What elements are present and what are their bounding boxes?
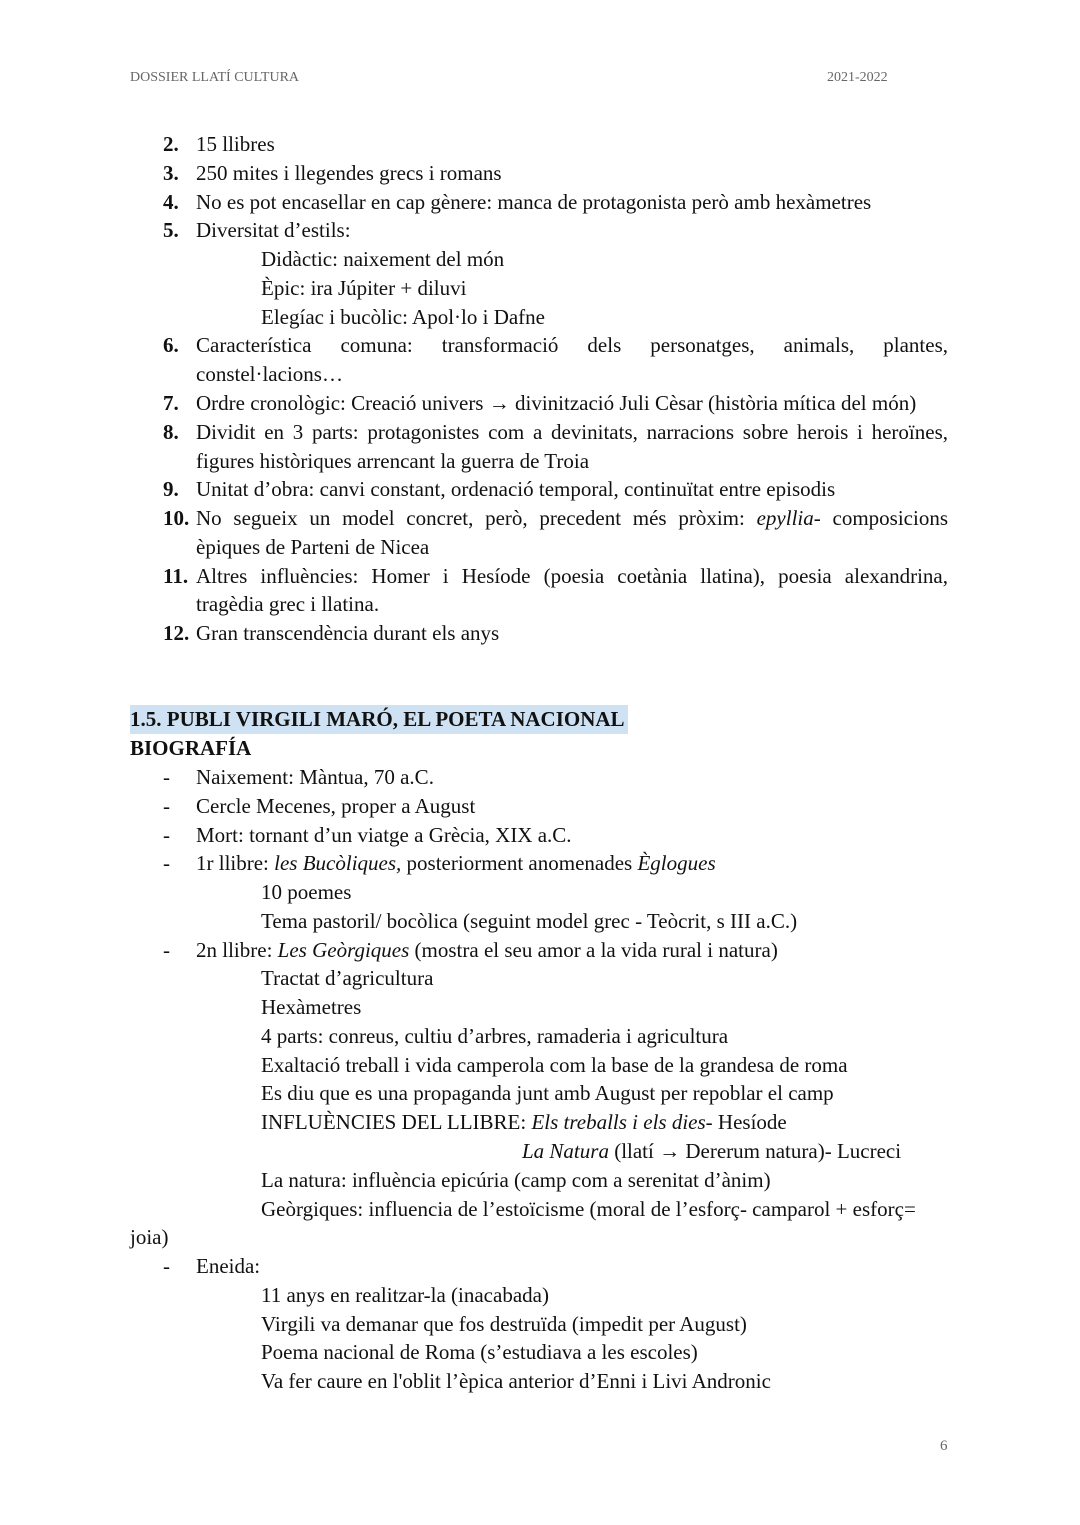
line-text [196,849,716,878]
text-span: Cercle Mecenes, proper a August [196,793,476,818]
text-span: 10 poemes [261,880,352,904]
text-span: INFLUÈNCIES DEL LLIBRE: [261,1110,532,1135]
item-number: 11. [163,563,189,588]
line-text [261,1338,698,1367]
dash-bullet-icon: - [163,851,170,876]
italic-text: La Natura [522,1138,609,1163]
text-span: Gran transcendència durant els anys [196,621,500,646]
line-text [261,1108,787,1137]
text-span: Èpic: ira Júpiter + diluvi [261,275,467,300]
line-text [261,1051,848,1080]
italic-text: Les Geòrgiques [277,937,410,962]
line-text [196,590,379,619]
line-text [522,1137,901,1166]
line-text [196,533,429,562]
line-text [196,763,434,792]
line-text [261,964,433,993]
text-span: 1r llibre: [196,851,275,876]
line-text [196,1252,260,1281]
line-text [261,1079,834,1108]
text-span: Tractat d’agricultura [261,966,434,991]
header-year: 2021-2022 [827,70,888,85]
text-span: tragèdia grec i llatina. [196,592,380,617]
text-span: Es diu que es una propaganda junt amb August per repoblar el camp [261,1081,834,1106]
line-text [196,475,835,504]
line-text [196,562,948,591]
line-text [130,1223,168,1252]
item-number: 2. [163,132,179,156]
text-span: 4 parts: conreus, cultiu d’arbres, ramaderia i agricultura [261,1023,729,1048]
text-span: Va fer caure en l'oblit l’èpica anterior d’Enni i Livi Andronic [261,1369,771,1394]
text-span: constel·lacions… [196,362,343,387]
line-text [196,447,589,476]
text-span: Poema nacional de Roma (s’estudiava a les escoles) [261,1340,698,1365]
text-span: Mort: tornant d’un viatge a Grècia, XIX a.C. [196,822,572,847]
item-number: 10. [163,506,190,530]
text-span: - composicions [813,506,949,530]
line-text [261,1281,549,1310]
dash-bullet-icon: - [163,764,170,789]
italic-text: Els treballs i els dies [531,1110,706,1135]
line-text [261,1310,747,1339]
text-span: figures històriques arrencant la guerra de Troia [196,448,590,473]
line-text [196,821,572,850]
text-span: 2n llibre: [196,937,278,962]
line-text [196,331,948,360]
text-span: Virgili va demanar que fos destruïda (impedit per August) [261,1311,747,1336]
line-text [196,159,502,188]
line-text [196,130,275,159]
line-text [261,274,466,303]
header-title: DOSSIER LLATÍ CULTURA [130,70,300,85]
line-text [196,792,475,821]
line-text [261,1195,916,1224]
text-span: Tema pastoril/ bocòlica (seguint model grec - Teòcrit, s III a.C.) [261,908,798,933]
text-span: joia) [130,1225,169,1250]
text-span: (llatí → Dererum natura)- Lucreci [608,1138,902,1163]
text-span: 1.5. PUBLI VIRGILI MARÓ, EL POETA NACIONAL [130,707,625,732]
text-span: Diversitat d’estils: [196,218,351,243]
line-text [261,1022,728,1051]
text-span: Característica comuna: transformació dels personatges, animals, plantes, [196,333,948,358]
item-number: 4. [163,189,179,214]
dash-bullet-icon: - [163,793,170,818]
text-span: Altres influències: Homer i Hesíode (poesia coetània llatina), poesia alexandrina, [196,563,948,588]
item-number: 6. [163,333,179,358]
item-number: 7. [163,390,179,415]
text-span: Naixement: Màntua, 70 a.C. [196,764,434,789]
text-span: (mostra el seu amor a la vida rural i natura) [409,937,778,962]
line-text [196,619,499,648]
text-span: 250 mites i llegendes grecs i romans [196,160,502,185]
item-number: 12. [163,621,190,646]
text-span: Ordre cronològic: Creació univers → divinització Juli Cèsar (història mítica del món) [196,390,917,415]
line-text [130,734,251,763]
item-number: 8. [163,419,179,444]
dash-bullet-icon: - [163,822,170,847]
text-span: posteriorment anomenades [401,851,638,876]
text-span: No segueix un model concret, però, precedent més pròxim: [196,506,757,530]
line-text [261,907,797,936]
line-text [261,878,351,907]
text-span: Dividit en 3 parts: protagonistes com a devinitats, narracions sobre herois i heroïnes, [196,419,948,444]
text-span: Eneida: [196,1254,261,1278]
text-span: BIOGRAFÍA [130,736,252,761]
item-number: 3. [163,160,179,185]
text-span: Unitat d’obra: canvi constant, ordenació temporal, continuïtat entre episodis [196,477,836,502]
text-span: - Hesíode [705,1110,787,1135]
item-number: 9. [163,477,179,502]
text-span: Didàctic: naixement del món [261,247,505,272]
page-number: 6 [940,1438,948,1454]
line-text [130,705,628,734]
italic-text: Èglogues [637,851,716,876]
line-text [196,504,948,533]
text-span: No es pot encasellar en cap gènere: manca de protagonista però amb hexàmetres [196,189,872,214]
line-text [261,1367,771,1396]
item-number: 5. [163,218,179,243]
line-text [261,1166,771,1195]
text-span: 11 anys en realitzar-la (inacabada) [261,1282,549,1307]
dash-bullet-icon: - [163,937,170,962]
line-text [261,245,504,274]
line-text [196,360,343,389]
dash-bullet-icon: - [163,1254,170,1278]
text-span: 15 llibres [196,132,275,156]
line-text [261,993,361,1022]
text-span: Elegíac i bucòlic: Apol·lo i Dafne [261,304,545,329]
text-span: Exaltació treball i vida camperola com la base de la grandesa de roma [261,1052,848,1077]
line-text [196,216,351,245]
text-span: èpiques de Parteni de Nicea [196,534,430,559]
line-text [196,188,871,217]
italic-text: epyllia [756,506,814,530]
text-span: Geòrgiques: influencia de l’estoïcisme (moral de l’esforç- camparol + esforç= [261,1196,916,1221]
italic-text: les Bucòliques, [274,851,402,876]
line-text [196,936,778,965]
text-span: Hexàmetres [261,995,362,1020]
text-span: La natura: influència epicúria (camp com a serenitat d’ànim) [261,1167,771,1192]
line-text [196,389,916,418]
line-text [261,303,545,332]
line-text [196,418,948,447]
